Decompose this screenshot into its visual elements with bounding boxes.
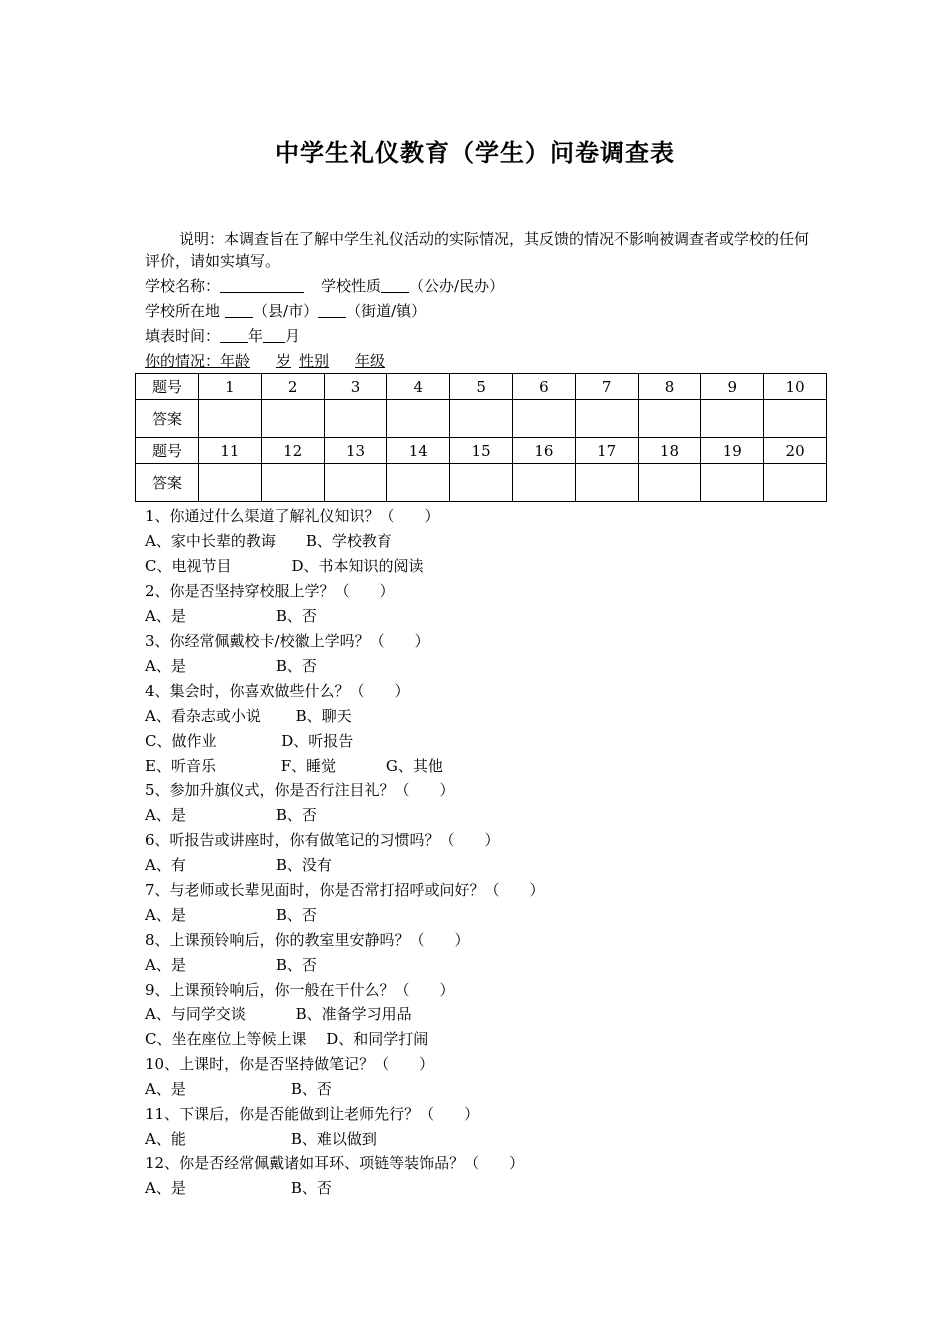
table-row <box>136 400 827 438</box>
option-line: C、电视节目 D、书本知识的阅读 <box>145 557 424 575</box>
option-line: A、是 B、否 <box>145 1179 332 1197</box>
question-line: 8、上课预铃响后，你的教室里安静吗？（ ） <box>145 931 470 949</box>
question-number: 16 <box>512 438 575 464</box>
table-row <box>136 374 827 400</box>
county-blank[interactable] <box>225 301 253 318</box>
option-line: A、是 B、否 <box>145 956 317 974</box>
school-type-blank[interactable] <box>381 276 409 293</box>
answer-cell[interactable] <box>764 464 827 502</box>
option-line: A、是 B、否 <box>145 607 317 625</box>
answer-cell[interactable] <box>387 400 450 438</box>
question-number: 14 <box>387 438 450 464</box>
answer-cell[interactable] <box>450 400 513 438</box>
month-blank[interactable] <box>263 326 285 343</box>
question-number: 3 <box>324 374 387 400</box>
option-line: A、有 B、没有 <box>145 856 332 874</box>
location-line <box>145 301 426 321</box>
question-number: 5 <box>450 374 513 400</box>
answer-cell[interactable] <box>261 464 324 502</box>
option-line: A、与同学交谈 B、准备学习用品 <box>145 1005 412 1023</box>
answer-cell[interactable] <box>512 464 575 502</box>
question-number: 18 <box>638 438 701 464</box>
question-number: 4 <box>387 374 450 400</box>
grade-label: 年级 <box>355 352 386 370</box>
county-label: （县/市） <box>253 302 319 320</box>
option-line: A、是 B、否 <box>145 657 317 675</box>
question-line: 6、听报告或讲座时，你有做笔记的习惯吗？（ ） <box>145 831 500 849</box>
option-line: E、听音乐 F、睡觉 G、其他 <box>145 757 443 775</box>
question-number: 6 <box>512 374 575 400</box>
answer-cell[interactable] <box>575 400 638 438</box>
answer-cell[interactable] <box>512 400 575 438</box>
answer-table <box>135 373 827 502</box>
question-number: 1 <box>199 374 262 400</box>
answer-cell[interactable] <box>575 464 638 502</box>
question-line: 10、上课时，你是否坚持做笔记？（ ） <box>145 1055 435 1073</box>
location-label: 学校所在地 <box>145 302 221 320</box>
option-line: C、做作业 D、听报告 <box>145 732 354 750</box>
question-number: 20 <box>764 438 827 464</box>
option-line: A、家中长辈的教诲 B、学校教育 <box>145 532 392 550</box>
answer-cell[interactable] <box>199 400 262 438</box>
option-line: A、能 B、难以做到 <box>145 1130 377 1148</box>
gender-label: 性别 <box>299 352 330 370</box>
school-name-blank[interactable] <box>220 276 304 293</box>
age-unit: 岁 <box>276 352 292 370</box>
answer-cell[interactable] <box>638 464 701 502</box>
question-line: 4、集会时，你喜欢做些什么？（ ） <box>145 682 410 700</box>
question-line: 2、你是否坚持穿校服上学？（ ） <box>145 582 395 600</box>
question-number: 19 <box>701 438 764 464</box>
table-row <box>136 464 827 502</box>
you-label: 你的情况：年龄 <box>145 352 251 370</box>
question-line: 12、你是否经常佩戴诸如耳环、项链等装饰品？（ ） <box>145 1154 525 1172</box>
option-line: A、是 B、否 <box>145 906 317 924</box>
answer-cell[interactable] <box>324 400 387 438</box>
question-number: 17 <box>575 438 638 464</box>
answer-cell[interactable] <box>701 464 764 502</box>
month-label: 月 <box>285 327 301 345</box>
personal-info-line <box>145 351 399 371</box>
question-line: 11、下课后，你是否能做到让老师先行？（ ） <box>145 1105 480 1123</box>
option-line: A、看杂志或小说 B、聊天 <box>145 707 352 725</box>
question-number-label: 题号 <box>136 374 199 400</box>
question-number-label: 题号 <box>136 438 199 464</box>
question-line: 1、你通过什么渠道了解礼仪知识？（ ） <box>145 507 440 525</box>
option-line: C、坐在座位上等候上课 D、和同学打闹 <box>145 1030 429 1048</box>
question-number: 2 <box>261 374 324 400</box>
question-line: 5、参加升旗仪式，你是否行注目礼？（ ） <box>145 781 455 799</box>
year-label: 年 <box>248 327 264 345</box>
question-number: 15 <box>450 438 513 464</box>
answer-cell[interactable] <box>324 464 387 502</box>
answer-label: 答案 <box>136 400 199 438</box>
answer-label: 答案 <box>136 464 199 502</box>
answer-cell[interactable] <box>261 400 324 438</box>
question-line: 3、你经常佩戴校卡/校徽上学吗？（ ） <box>145 632 430 650</box>
school-name-label: 学校名称： <box>145 277 221 295</box>
school-type-label: 学校性质 <box>321 277 382 295</box>
school-type-options: （公办/民办） <box>409 277 505 295</box>
table-row <box>136 438 827 464</box>
question-number: 11 <box>199 438 262 464</box>
answer-cell[interactable] <box>450 464 513 502</box>
street-label: （街道/镇） <box>346 302 427 320</box>
question-number: 12 <box>261 438 324 464</box>
question-number: 8 <box>638 374 701 400</box>
intro-paragraph: 说明：本调查旨在了解中学生礼仪活动的实际情况，其反馈的情况不影响被调查者或学校的任何评价，请如实填写。 <box>145 230 810 270</box>
school-info-line <box>145 276 504 296</box>
year-blank[interactable] <box>220 326 248 343</box>
street-blank[interactable] <box>318 301 346 318</box>
question-number: 10 <box>764 374 827 400</box>
question-number: 7 <box>575 374 638 400</box>
question-line: 9、上课预铃响后，你一般在干什么？（ ） <box>145 981 455 999</box>
answer-cell[interactable] <box>199 464 262 502</box>
answer-cell[interactable] <box>387 464 450 502</box>
question-number: 9 <box>701 374 764 400</box>
option-line: A、是 B、否 <box>145 1080 332 1098</box>
option-line: A、是 B、否 <box>145 806 317 824</box>
page-title: 中学生礼仪教育（学生）问卷调查表 <box>275 138 675 167</box>
answer-cell[interactable] <box>638 400 701 438</box>
date-label: 填表时间： <box>145 327 221 345</box>
question-line: 7、与老师或长辈见面时，你是否常打招呼或问好？（ ） <box>145 881 545 899</box>
answer-cell[interactable] <box>701 400 764 438</box>
date-line <box>145 326 300 346</box>
question-number: 13 <box>324 438 387 464</box>
answer-cell[interactable] <box>764 400 827 438</box>
